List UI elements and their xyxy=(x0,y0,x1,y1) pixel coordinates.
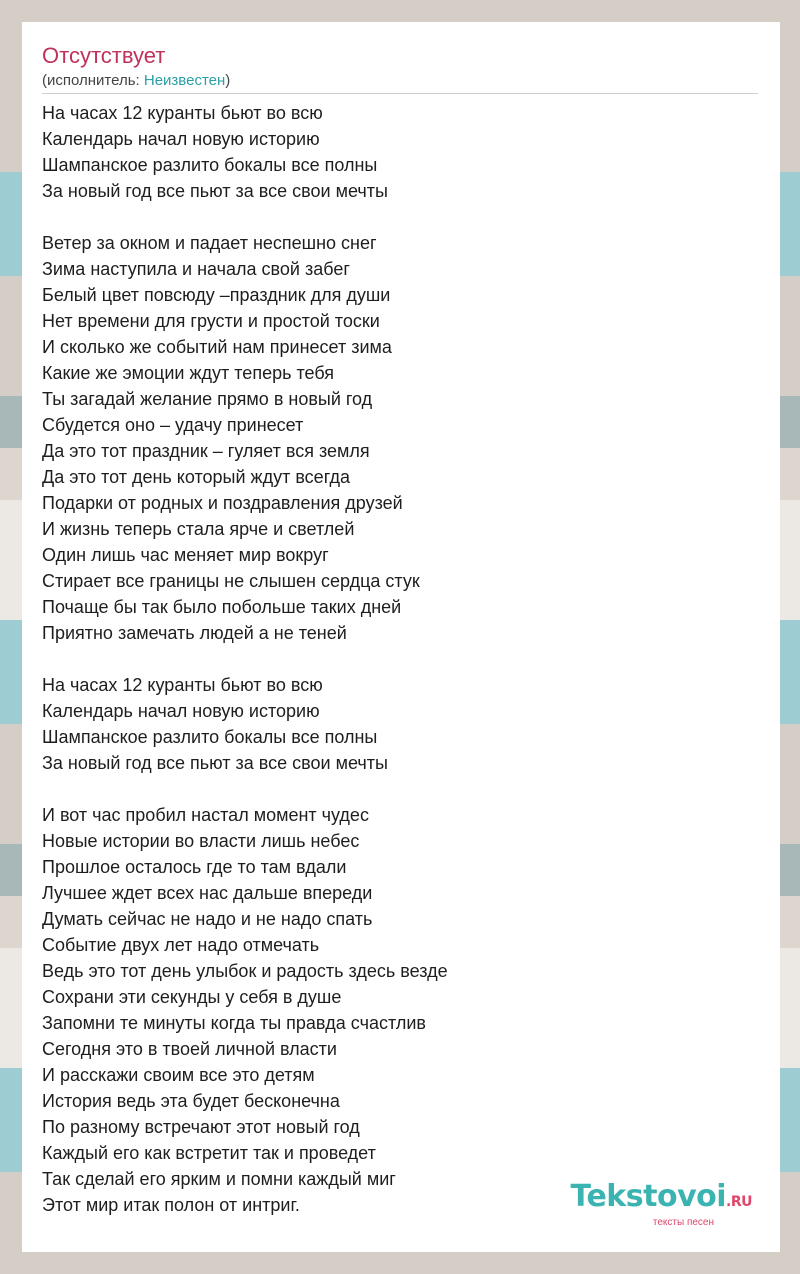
lyrics-line: Да это тот день который ждут всегда xyxy=(42,467,350,487)
logo-wordmark xyxy=(570,1179,752,1217)
lyrics-line: Ветер за окном и падает неспешно снег xyxy=(42,233,377,253)
lyrics-line: Сегодня это в твоей личной власти xyxy=(42,1039,337,1059)
lyrics-line: И жизнь теперь стала ярче и светлей xyxy=(42,519,355,539)
lyrics-line: Шампанское разлито бокалы все полны xyxy=(42,727,378,747)
lyrics-line: Каждый его как встретит так и проведет xyxy=(42,1143,376,1163)
lyrics-line: За новый год все пьют за все свои мечты xyxy=(42,181,388,201)
artist-suffix: ) xyxy=(225,72,231,89)
artist-link[interactable]: Неизвестен xyxy=(143,72,226,89)
lyrics-line: Зима наступила и начала свой забег xyxy=(42,259,350,279)
lyrics-line: Да это тот праздник – гуляет вся земля xyxy=(42,441,370,461)
artist-line xyxy=(42,72,760,90)
lyrics-line: Подарки от родных и поздравления друзей xyxy=(42,493,403,513)
artist-prefix: (исполнитель: xyxy=(42,72,144,89)
lyrics-line: И сколько же событий нам принесет зима xyxy=(42,337,392,357)
lyrics-line: Событие двух лет надо отмечать xyxy=(42,935,320,955)
lyrics-line: Так сделай его ярким и помни каждый миг xyxy=(42,1169,396,1189)
lyrics-line: На часах 12 куранты бьют во всю xyxy=(42,675,323,695)
lyrics-line: Почаще бы так было побольше таких дней xyxy=(42,597,402,617)
lyrics-line: Календарь начал новую историю xyxy=(42,701,320,721)
logo-name: Tekstovoi xyxy=(570,1179,727,1214)
lyrics-line: И вот час пробил настал момент чудес xyxy=(42,805,369,825)
lyrics-stanza xyxy=(42,672,760,776)
lyrics-line: История ведь эта будет бесконечна xyxy=(42,1091,340,1111)
lyrics-card xyxy=(22,22,780,1252)
lyrics-line: Приятно замечать людей а не теней xyxy=(42,623,347,643)
logo-tagline: тексты песен xyxy=(652,1217,714,1228)
lyrics-line: Прошлое осталось где то там вдали xyxy=(42,857,347,877)
lyrics-line: Ты загадай желание прямо в новый год xyxy=(42,389,373,409)
logo-tld: .RU xyxy=(726,1194,752,1210)
lyrics-line: Этот мир итак полон от интриг. xyxy=(42,1195,300,1215)
lyrics-stanza xyxy=(42,802,760,1218)
lyrics-line: Какие же эмоции ждут теперь тебя xyxy=(42,363,334,383)
lyrics-line: Белый цвет повсюду –праздник для души xyxy=(42,285,391,305)
lyrics-line: Сбудется оно – удачу принесет xyxy=(42,415,304,435)
song-title: Отсутствует xyxy=(42,43,166,68)
lyrics-line: И расскажи своим все это детям xyxy=(42,1065,315,1085)
lyrics-line: Лучшее ждет всех нас дальше впереди xyxy=(42,883,373,903)
lyrics-line: Стирает все границы не слышен сердца стук xyxy=(42,571,420,591)
lyrics-line: Шампанское разлито бокалы все полны xyxy=(42,155,378,175)
lyrics-line: По разному встречают этот новый год xyxy=(42,1117,360,1137)
site-logo[interactable] xyxy=(570,1179,752,1228)
lyrics-stanza xyxy=(42,100,760,204)
lyrics-line: Ведь это тот день улыбок и радость здесь везде xyxy=(42,961,448,981)
lyrics-line: На часах 12 куранты бьют во всю xyxy=(42,103,323,123)
lyrics-line: Один лишь час меняет мир вокруг xyxy=(42,545,329,565)
lyrics-line: Новые истории во власти лишь небес xyxy=(42,831,360,851)
lyrics-line: За новый год все пьют за все свои мечты xyxy=(42,753,388,773)
lyrics-text xyxy=(42,100,760,1218)
lyrics-line: Календарь начал новую историю xyxy=(42,129,320,149)
lyrics-line: Запомни те минуты когда ты правда счастлив xyxy=(42,1013,426,1033)
lyrics-stanza xyxy=(42,230,760,646)
lyrics-line: Думать сейчас не надо и не надо спать xyxy=(42,909,373,929)
lyrics-line: Сохрани эти секунды у себя в душе xyxy=(42,987,342,1007)
title-divider xyxy=(42,93,758,94)
lyrics-line: Нет времени для грусти и простой тоски xyxy=(42,311,380,331)
